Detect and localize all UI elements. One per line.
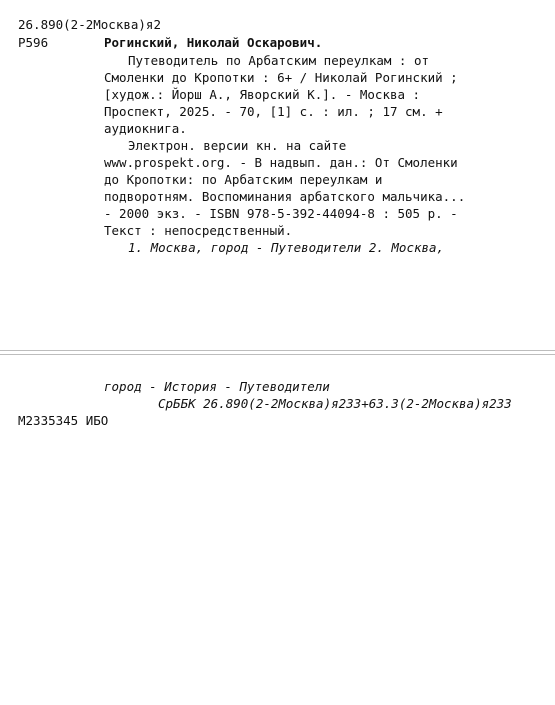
author-mark: Р596 — [18, 35, 49, 50]
note-line: до Кропотки: по Арбатским переулкам и — [104, 172, 383, 187]
publication-line: Проспект, 2025. - 70, [1] с. : ил. ; 17 см. + — [104, 104, 443, 119]
record-id: М2335345 ИБО — [18, 413, 109, 428]
note-line: Электрон. версии кн. на сайте — [128, 138, 347, 153]
title-line: Смоленки до Кропотки : 6+ / Николай Рогинский ; — [104, 70, 458, 85]
note-line: подворотням. Воспоминания арбатского мальчика... — [104, 189, 466, 204]
title-line: Путеводитель по Арбатским переулкам : от — [128, 53, 430, 68]
isbn-line: - 2000 экз. - ISBN 978-5-392-44094-8 : 505 р. - — [104, 206, 458, 221]
publication-line: [худож.: Йорш А., Яворский К.]. - Москва : — [104, 87, 421, 102]
publication-line: аудиокнига. — [104, 121, 187, 136]
card-divider — [0, 350, 555, 351]
subject-headings: 1. Москва, город - Путеводители 2. Москва, — [128, 240, 445, 255]
subject-headings-continued: город - История - Путеводители — [104, 379, 330, 394]
bbk-index: СрББК 26.890(2-2Москва)я233+63.3(2-2Москва)я233 — [158, 396, 512, 411]
note-line: www.prospekt.org. - В надвып. дан.: От Смоленки — [104, 155, 458, 170]
author-heading: Рогинский, Николай Оскарович. — [104, 35, 323, 50]
content-type-line: Текст : непосредственный. — [104, 223, 293, 238]
classification-index: 26.890(2-2Москва)я2 — [18, 17, 161, 32]
card-divider — [0, 354, 555, 355]
